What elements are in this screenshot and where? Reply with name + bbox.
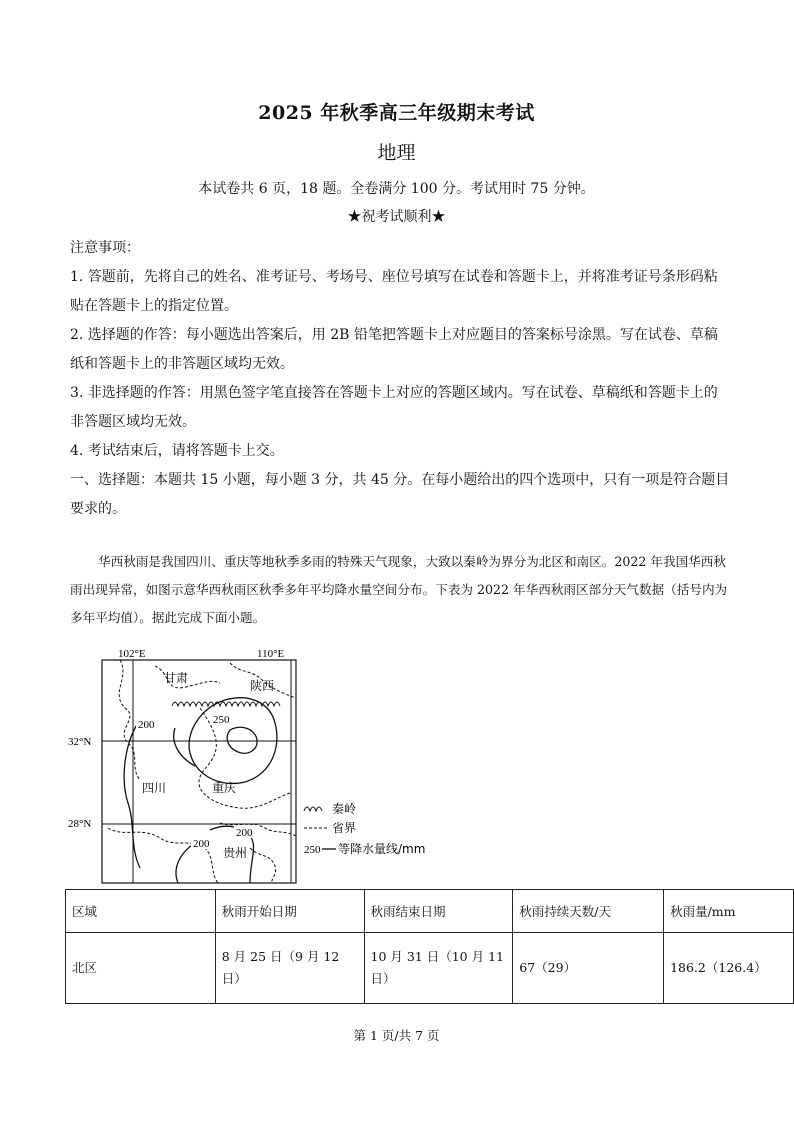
table-header: 秋雨量/mm — [664, 890, 794, 933]
contour-label: 200 — [193, 838, 210, 850]
lon-label-102: 102°E — [118, 648, 146, 660]
passage-text: 华西秋雨是我国四川、重庆等地秋季多雨的特殊天气现象，大致以秦岭为界分为北区和南区。2022 年我国华西秋雨出现异常，如图示意华西秋雨区秋季多年平均降水量空间分布。下表为 2022 年华西秋雨区部分天气数据（括号内为多年平均值）。据此完成下面小题。 — [70, 554, 728, 625]
note-item: 1. 答题前，先将自己的姓名、准考证号、考场号、座位号填写在试卷和答题卡上，并将准考证号条形码粘贴在答题卡上的指定位置。 — [70, 269, 718, 314]
table-cell: 186.2（126.4） — [664, 933, 794, 1004]
table-header: 区域 — [66, 890, 216, 933]
lat-label-28: 28°N — [68, 818, 92, 830]
province-label-guizhou: 贵州 — [223, 846, 248, 860]
table-header: 秋雨结束日期 — [364, 890, 513, 933]
table-cell: 67（29） — [513, 933, 664, 1004]
notes-heading: 注意事项： — [70, 240, 140, 256]
exam-intro: 本试卷共 6 页，18 题。全卷满分 100 分。考试用时 75 分钟。 — [198, 181, 595, 197]
exam-wish: ★祝考试顺利★ — [347, 209, 446, 225]
legend-border-label: 省界 — [332, 821, 357, 835]
exam-title: 2025 年秋季高三年级期末考试 — [258, 102, 535, 124]
table-header-row — [66, 890, 794, 933]
note-item: 4. 考试结束后，请将答题卡上交。 — [70, 443, 284, 459]
table-row — [66, 933, 794, 1004]
legend-qinling-label: 秦岭 — [332, 802, 357, 816]
province-label-gansu: 甘肃 — [164, 671, 189, 685]
contour-label: 200 — [236, 827, 253, 839]
table-cell: 10 月 31 日（10 月 11 日） — [364, 933, 513, 1004]
table-cell: 北区 — [66, 933, 216, 1004]
province-label-sichuan: 四川 — [142, 781, 167, 795]
province-label-shaanxi: 陕西 — [250, 679, 275, 693]
note-item: 3. 非选择题的作答：用黑色签字笔直接答在答题卡上对应的答题区域内。写在试卷、草稿纸和答题卡上的非答题区域均无效。 — [70, 385, 718, 430]
map-legend — [304, 802, 425, 856]
contour-label: 250 — [213, 714, 230, 726]
subject-title: 地理 — [377, 142, 416, 164]
question-passage — [70, 548, 730, 632]
lon-label-110: 110°E — [257, 648, 285, 660]
weather-data-table — [65, 889, 794, 1004]
legend-isohyet-value: 250 — [304, 844, 321, 856]
lat-label-32: 32°N — [68, 736, 92, 748]
note-item: 2. 选择题的作答：每小题选出答案后，用 2B 铅笔把答题卡上对应题目的答案标号涂黑。写在试卷、草稿纸和答题卡上的非答题区域均无效。 — [70, 327, 718, 372]
notes-section — [70, 234, 730, 524]
legend-isohyet-label: 等降水量线/mm — [338, 842, 426, 856]
contour-label: 200 — [138, 719, 155, 731]
page-footer: 第 1 页/共 7 页 — [353, 1028, 440, 1043]
legend-qinling-symbol — [304, 807, 322, 811]
province-label-chongqing: 重庆 — [212, 781, 237, 795]
table-cell: 8 月 25 日（9 月 12 日） — [215, 933, 364, 1004]
table-header: 秋雨开始日期 — [215, 890, 364, 933]
section-instructions: 一、选择题：本题共 15 小题，每小题 3 分，共 45 分。在每小题给出的四个选项中，只有一项是符合题目要求的。 — [70, 472, 730, 517]
table-header: 秋雨持续天数/天 — [513, 890, 664, 933]
rainfall-map — [68, 648, 440, 886]
